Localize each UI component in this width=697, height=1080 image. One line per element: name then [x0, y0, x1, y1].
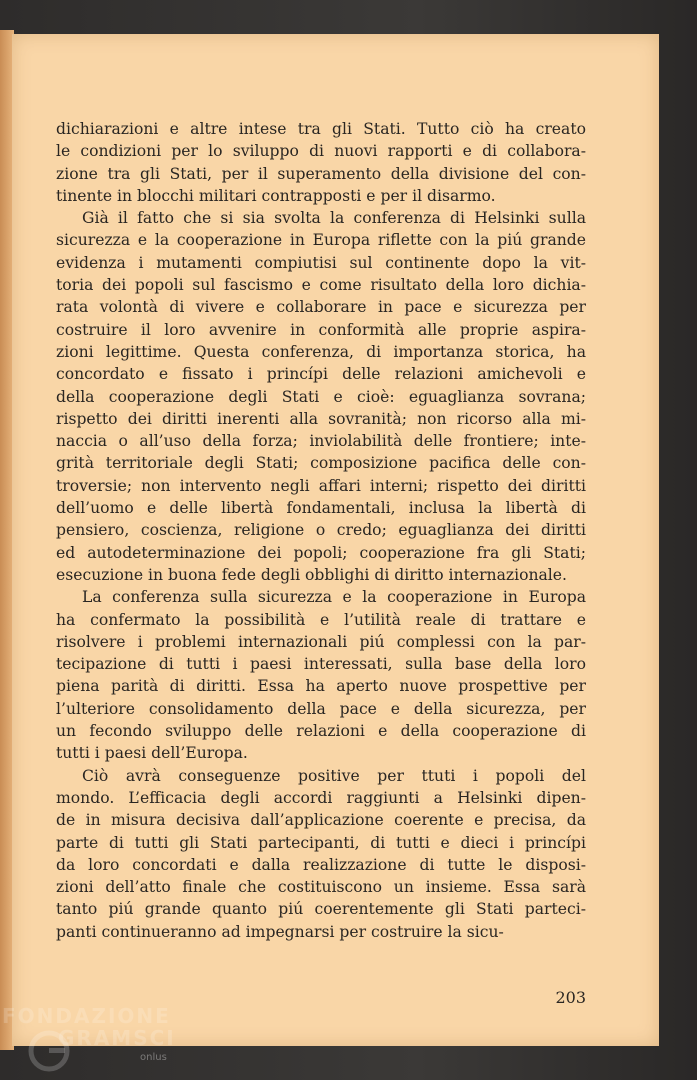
text-line: troversie; non intervento negli affari interni; rispetto dei diritti [56, 476, 586, 495]
text-line: naccia o all’uso della forza; inviolabilità delle frontiere; inte- [56, 432, 586, 451]
text-line: panti continueranno ad impegnarsi per costruire la sicu- [56, 922, 504, 941]
watermark-line-3: onlus [140, 1052, 167, 1063]
text-line: le condizioni per lo sviluppo di nuovi rapporti e di collabora- [56, 142, 586, 161]
paragraph [56, 118, 586, 207]
text-line: rata volontà di vivere e collaborare in pace e sicurezza per [56, 298, 586, 317]
text-line: tanto piú grande quanto piú coerentemente gli Stati parteci- [56, 900, 586, 919]
text-line: un fecondo sviluppo delle relazioni e della cooperazione di [56, 722, 586, 741]
text-line: pensiero, coscienza, religione o credo; eguaglianza dei diritti [56, 521, 586, 540]
paragraph [56, 586, 586, 764]
text-line: concordato e fissato i princípi delle relazioni amichevoli e [56, 365, 586, 384]
text-line: dell’uomo e delle libertà fondamentali, inclusa la libertà di [56, 499, 586, 518]
text-line: della cooperazione degli Stati e cioè: eguaglianza sovrana; [56, 387, 586, 406]
text-line: da loro concordati e dalla realizzazione di tutte le disposi- [56, 855, 586, 874]
book-page [12, 34, 659, 1046]
text-line: evidenza i mutamenti compiutisi sul continente dopo la vit- [56, 253, 586, 272]
text-line: piena parità di diritti. Essa ha aperto nuove prospettive per [56, 677, 586, 696]
text-line: tinente in blocchi militari contrapposti e per il disarmo. [56, 186, 496, 205]
text-line: costruire il loro avvenire in conformità alle proprie aspira- [56, 320, 586, 339]
text-line: risolvere i problemi internazionali piú complessi con la par- [56, 632, 586, 651]
text-line: tutti i paesi dell’Europa. [56, 744, 248, 763]
text-line: grità territoriale degli Stati; composizione pacifica delle con- [56, 454, 586, 473]
text-line: toria dei popoli sul fascismo e come risultato della loro dichia- [56, 276, 586, 295]
text-line: sicurezza e la cooperazione in Europa riflette con la piú grande [56, 231, 586, 250]
text-line: Già il fatto che si sia svolta la conferenza di Helsinki sulla [82, 209, 586, 228]
text-line: Ciò avrà conseguenze positive per ttuti i popoli del [82, 766, 586, 785]
text-line: dichiarazioni e altre intese tra gli Stati. Tutto ciò ha creato [56, 120, 586, 138]
paragraph [56, 765, 586, 943]
text-line: zione tra gli Stati, per il superamento della divisione del con- [56, 164, 586, 183]
text-line: tecipazione di tutti i paesi interessati, sulla base della loro [56, 655, 586, 674]
text-line: zioni legittime. Questa conferenza, di importanza storica, ha [56, 342, 586, 361]
page-number: 203 [555, 988, 586, 1007]
text-line: de in misura decisiva dall’applicazione coerente e precisa, da [56, 811, 586, 830]
body-text [56, 118, 586, 943]
text-line: esecuzione in buona fede degli obblighi di diritto internazionale. [56, 565, 567, 584]
text-line: ed autodeterminazione dei popoli; cooperazione fra gli Stati; [56, 543, 586, 562]
text-line: l’ulteriore consolidamento della pace e della sicurezza, per [56, 699, 586, 718]
text-line: La conferenza sulla sicurezza e la cooperazione in Europa [82, 588, 586, 607]
text-line: mondo. L’efficacia degli accordi raggiunti a Helsinki dipen- [56, 788, 586, 807]
text-line: rispetto dei diritti inerenti alla sovranità; non ricorso alla mi- [56, 409, 586, 428]
text-line: parte di tutti gli Stati partecipanti, di tutti e dieci i princípi [56, 833, 586, 852]
text-line: zioni dell’atto finale che costituiscono un insieme. Essa sarà [56, 878, 586, 897]
paragraph [56, 207, 586, 586]
text-line: ha confermato la possibilità e l’utilità reale di trattare e [56, 610, 586, 629]
